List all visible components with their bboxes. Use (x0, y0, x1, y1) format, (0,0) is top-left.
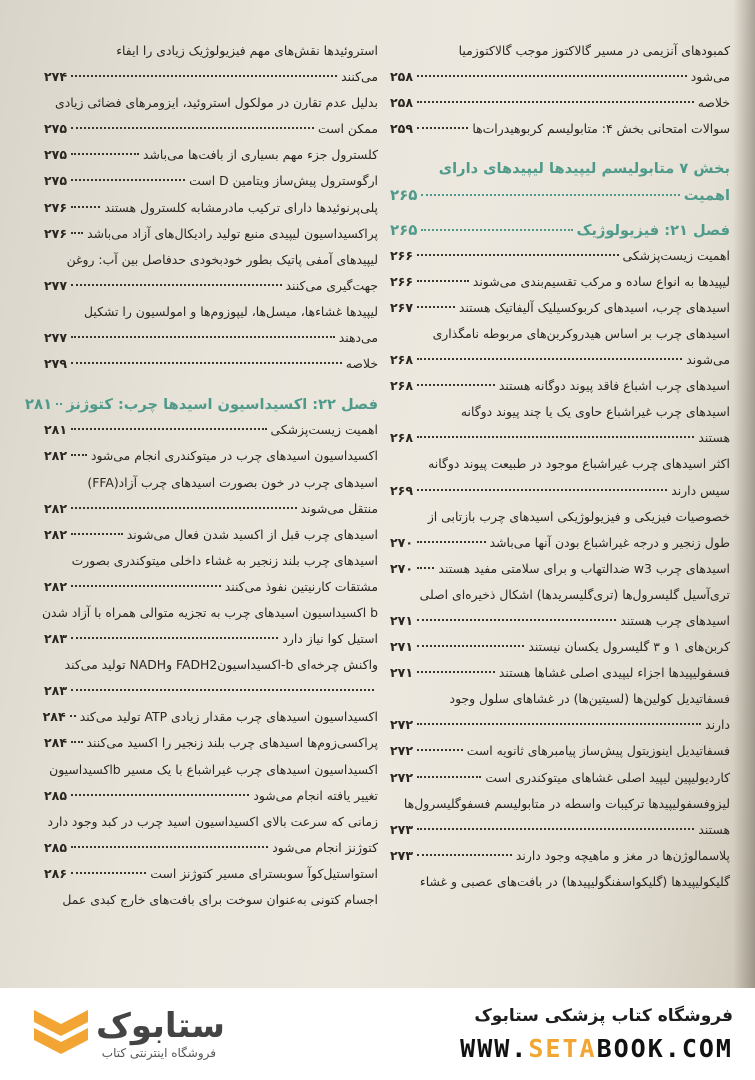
toc-entry (390, 791, 730, 817)
page-number: ۲۸۱ (44, 422, 68, 438)
entry-title: اجسام کتونی به‌عنوان سوخت برای بافت‌های خارج کبدی عمل (62, 892, 378, 907)
page-number: ۲۷۷ (44, 277, 68, 293)
toc-entry (44, 704, 378, 730)
page-number: ۲۶۵ (390, 186, 418, 205)
toc-entry (390, 90, 730, 116)
toc-entry (44, 325, 378, 351)
dot-leader (417, 619, 616, 621)
page-number: ۲۶۶ (390, 247, 414, 263)
entry-title: اکسیداسیون اسیدهای چرب مقدار زیادی ATP تولید می‌کند (79, 709, 378, 725)
dot-leader (70, 715, 76, 717)
page-number: ۲۷۶ (44, 199, 68, 215)
toc-entry (44, 757, 378, 783)
toc-entry (390, 295, 730, 321)
toc-entry (390, 582, 730, 608)
page-number: ۲۷۰ (390, 560, 414, 576)
page-number: ۲۸۲ (44, 448, 68, 464)
dot-leader (417, 254, 618, 256)
toc-entry (390, 556, 730, 582)
toc-entry (390, 451, 730, 477)
dot-leader (71, 362, 342, 364)
entry-title: تری‌آسیل گلیسرول‌ها (تری‌گلیسریدها) اشکال ذخیره‌ای اصلی (419, 586, 730, 602)
page-number: ۲۵۸ (390, 95, 414, 111)
dot-leader (71, 127, 314, 129)
dot-leader (71, 741, 82, 743)
page-number: ۲۷۴ (44, 69, 68, 85)
toc-entry (390, 608, 730, 634)
dot-leader (71, 507, 297, 509)
page-number: ۲۷۳ (390, 821, 414, 837)
toc-entry (390, 504, 730, 530)
dot-leader (71, 637, 278, 639)
page-number: ۲۶۸ (390, 352, 414, 368)
toc-entry (44, 221, 378, 247)
dot-leader (417, 541, 486, 543)
entry-title: طول زنجیر و درجه غیراشباع بودن آنها می‌باشد (489, 534, 730, 550)
section-title: فصل ۲۱: فیزیولوژیک (576, 221, 730, 239)
toc-entry (390, 530, 730, 556)
entry-title: اسیدهای چرب بلند زنجیر به غشاء داخلی میتوکندری بصورت (71, 552, 378, 568)
entry-title: زمانی که سرعت بالای اکسیداسیون اسید چرب در کبد وجود دارد (47, 813, 378, 829)
entry-title: منتقل می‌شوند (300, 500, 378, 516)
dot-leader (71, 454, 87, 456)
toc-entry (390, 38, 730, 64)
toc-entry (390, 243, 730, 269)
entry-title: استواستیل‌کوآ سوبسترای مسیر کتوژنز است (150, 865, 378, 881)
toc-entry (44, 470, 378, 496)
store-footer (0, 988, 755, 1080)
page-number: ۲۶۸ (390, 378, 414, 394)
entry-title: فسفولیپیدها اجزاء لیپیدی اصلی غشاها هستند (498, 665, 730, 681)
entry-title: b اکسیداسیون اسیدهای چرب به تجزیه متوالی همراه با آزاد شدن (41, 604, 378, 620)
dot-leader (71, 179, 185, 181)
entry-title: خصوصیات فیزیکی و فیزیولوژیکی اسیدهای چرب بازتابی از (427, 508, 730, 524)
page-number: ۲۵۹ (390, 121, 414, 137)
dot-leader (421, 194, 679, 196)
page-number: ۲۷۱ (390, 639, 414, 655)
section-title: اهمیت (683, 187, 730, 205)
toc-entry (390, 478, 730, 504)
dot-leader (417, 75, 687, 77)
toc-column-left (24, 38, 378, 913)
toc-entry (390, 843, 730, 869)
page-number: ۲۸۳ (44, 683, 68, 699)
page-number: ۲۸۳ (44, 631, 68, 647)
toc-entry (44, 64, 378, 90)
logo-chevron-icon (30, 1002, 92, 1062)
page-number: ۲۸۲ (44, 578, 68, 594)
entry-title: کربن‌های ۱ و ۳ گلیسرول یکسان نیستند (528, 639, 730, 655)
toc-entry (44, 574, 378, 600)
entry-title: می‌شوند (686, 352, 730, 368)
toc-entry (390, 321, 730, 347)
entry-title: اسیدهای چرب غیراشباع حاوی یک یا چند پیوند دوگانه (460, 404, 730, 420)
entry-title: اسیدهای چرب اشباع فاقد پیوند دوگانه هستند (498, 378, 730, 394)
page-number: ۲۸۶ (44, 865, 68, 881)
toc-entry (390, 425, 730, 451)
dot-leader (417, 749, 463, 751)
dot-leader (417, 723, 701, 725)
page-number: ۲۷۶ (44, 225, 68, 241)
page-number: ۲۸۵ (44, 839, 68, 855)
page-number: ۲۷۵ (44, 121, 68, 137)
toc-entry (44, 38, 378, 64)
toc-entry (390, 869, 730, 895)
store-url[interactable]: WWW.SETABOOK.COM (460, 1034, 733, 1063)
dot-leader (417, 384, 495, 386)
logo-wordmark: ستابوک (96, 1006, 225, 1046)
dot-leader (417, 828, 694, 830)
toc-entry (44, 678, 378, 704)
dot-leader (56, 403, 62, 405)
entry-title: می‌کنند (341, 69, 378, 85)
page-number: ۲۷۲ (390, 717, 414, 733)
section-heading (390, 156, 730, 182)
entry-title: اهمیت زیست‌پزشکی (270, 422, 378, 438)
entry-title: جهت‌گیری می‌کنند (285, 277, 378, 293)
section-heading (390, 182, 730, 208)
toc-entry (390, 738, 730, 764)
entry-title: اکثر اسیدهای چرب غیراشباع موجود در طبیعت پیوند دوگانه (428, 456, 730, 472)
entry-title: پراکسی‌زوم‌ها اسیدهای چرب بلند زنجیر را اکسید می‌کنند (86, 735, 378, 751)
entry-title: پلاسمالوژن‌ها در مغز و ماهیچه وجود دارند (515, 847, 730, 863)
entry-title: کتوژنز انجام می‌شود (272, 839, 378, 855)
toc-entry (390, 634, 730, 660)
page-number: ۲۸۴ (44, 735, 68, 751)
entry-title: خلاصه (697, 95, 730, 111)
entry-title: هستند (698, 430, 730, 446)
entry-title: اکسیداسیون اسیدهای چرب در میتوکندری انجام می‌شود (90, 448, 378, 464)
entry-title: می‌شود (690, 69, 730, 85)
toc-entry (390, 660, 730, 686)
dot-leader (417, 671, 495, 673)
entry-title: هستند (698, 821, 730, 837)
entry-title: کمبودهای آنزیمی در مسیر گالاکتوز موجب گالاکتوزمیا (458, 43, 730, 58)
dot-leader (71, 153, 139, 155)
dot-leader (417, 645, 524, 647)
page-number: ۲۷۹ (44, 356, 68, 372)
entry-title: لیزوفسفولیپیدها ترکیبات واسطه در متابولیسم فسفوگلیسرول‌ها (403, 795, 730, 811)
toc-entry (44, 809, 378, 835)
toc-entry (44, 835, 378, 861)
toc-entry (44, 351, 378, 377)
dot-leader (71, 232, 83, 234)
page-number: ۲۵۸ (390, 69, 414, 85)
entry-title: گلیکولیپیدها (گلیکواسفنگولیپیدها) در بافت‌های عصبی و غشاء (419, 873, 730, 889)
page-number: ۲۷۲ (390, 743, 414, 759)
dot-leader (71, 75, 337, 77)
toc-entry (44, 887, 378, 913)
page-number: ۲۸۵ (44, 787, 68, 803)
page-number: ۲۸۴ (42, 709, 66, 725)
toc-entry (390, 399, 730, 425)
toc-entry (390, 269, 730, 295)
dot-leader (417, 127, 468, 129)
section-title: فصل ۲۲: اکسیداسیون اسیدها چرب: کتوژنز (66, 396, 378, 414)
entry-title: اسیدهای چرب در خون بصورت اسیدهای چرب آزاد(FFA) (87, 474, 378, 490)
toc-entry (44, 168, 378, 194)
toc-entry (44, 417, 378, 443)
page-number: ۲۷۵ (44, 147, 68, 163)
entry-title: لیپیدهای آمفی پاتیک بطور خودبخودی حدفاصل بین آب: روغن (66, 251, 378, 267)
dot-leader (417, 854, 512, 856)
dot-leader (71, 533, 123, 535)
page-number: ۲۷۲ (390, 769, 414, 785)
entry-title: استیل کوا نیاز دارد (282, 631, 378, 647)
toc-entry (44, 116, 378, 142)
toc-entry (44, 783, 378, 809)
entry-title: اسیدهای چرب w3 ضدالتهاب و برای سلامتی مفید هستند (438, 560, 730, 576)
toc-entry (44, 299, 378, 325)
toc-entry (390, 765, 730, 791)
toc-entry (44, 142, 378, 168)
entry-title: ارگوسترول پیش‌ساز ویتامین D است (189, 173, 378, 189)
dot-leader (417, 101, 694, 103)
toc-entry (44, 652, 378, 678)
entry-title: دارند (705, 717, 730, 733)
dot-leader (417, 280, 469, 282)
entry-title: لیپیدها به انواع ساده و مرکب تقسیم‌بندی می‌شوند (472, 273, 730, 289)
toc-entry (44, 548, 378, 574)
dot-leader (417, 776, 481, 778)
page-number: ۲۷۱ (390, 665, 414, 681)
entry-title: مشتقات کارنیتین نفوذ می‌کنند (224, 578, 378, 594)
entry-title: خلاصه (345, 356, 378, 372)
entry-title: بدلیل عدم تقارن در مولکول استروئید، ایزومرهای فضائی زیادی (55, 95, 378, 111)
logo-subtitle: فروشگاه اینترنتی کتاب (101, 1046, 216, 1060)
section-heading (390, 217, 730, 243)
entry-title: لیپیدها غشاءها، میسل‌ها، لیپوزوم‌ها و امولسیون را تشکیل (84, 303, 378, 319)
toc-entry (44, 861, 378, 887)
entry-title: اسیدهای چرب بر اساس هیدروکربن‌های مربوطه نامگذاری (432, 325, 730, 341)
entry-title: فسفاتیدیل اینوزیتول پیش‌ساز پیامبرهای ثانویه است (466, 743, 730, 759)
toc-entry (44, 496, 378, 522)
dot-leader (71, 206, 100, 208)
dot-leader (417, 567, 434, 569)
dot-leader (71, 284, 281, 286)
dot-leader (417, 306, 455, 308)
toc-entry (44, 626, 378, 652)
entry-title: اسیدهای چرب هستند (620, 612, 730, 628)
entry-title: کاردیولیپین لیپید اصلی غشاهای میتوکندری است (485, 769, 730, 785)
dot-leader (71, 846, 268, 848)
toc-entry (44, 195, 378, 221)
page-number: ۲۶۹ (390, 482, 414, 498)
store-name: فروشگاه کتاب پزشکی ستابوک (474, 1006, 733, 1026)
toc-entry (390, 64, 730, 90)
page-number: ۲۸۲ (44, 526, 68, 542)
page-number: ۲۷۳ (390, 847, 414, 863)
setabook-logo (30, 1002, 270, 1068)
toc-entry (390, 373, 730, 399)
dot-leader (71, 585, 221, 587)
toc-entry (390, 686, 730, 712)
toc-entry (390, 116, 730, 142)
entry-title: اهمیت زیست‌پزشکی (622, 247, 730, 263)
toc-entry (390, 712, 730, 738)
toc-column-right (390, 38, 730, 895)
dot-leader (71, 336, 335, 338)
entry-title: اسیدهای چرب، اسیدهای کربوکسیلیک آلیفاتیک هستند (458, 299, 730, 315)
dot-leader (71, 689, 374, 691)
page-number: ۲۶۷ (390, 299, 414, 315)
entry-title: سوالات امتحانی بخش ۴: متابولیسم کربوهیدرات‌ها (472, 121, 730, 137)
dot-leader (417, 436, 694, 438)
dot-leader (71, 872, 146, 874)
dot-leader (71, 794, 249, 796)
entry-title: کلسترول جزء مهم بسیاری از بافت‌ها می‌باشد (143, 147, 378, 163)
page-number: ۲۷۰ (390, 534, 414, 550)
toc-entry (44, 247, 378, 273)
page-number: ۲۸۱ (24, 395, 53, 414)
entry-title: اکسیداسیون اسیدهای چرب غیراشباع با یک مسیر bاکسیداسیون (49, 761, 378, 777)
toc-entry (44, 443, 378, 469)
toc-entry (44, 730, 378, 756)
entry-title: فسفاتیدیل کولین‌ها (لسیتین‌ها) در غشاهای سلول وجود (449, 691, 730, 707)
toc-entry (44, 273, 378, 299)
toc-entry (390, 347, 730, 373)
page-number: ۲۷۷ (44, 330, 68, 346)
page-number: ۲۷۵ (44, 173, 68, 189)
page-number: ۲۷۱ (390, 612, 414, 628)
dot-leader (417, 358, 682, 360)
entry-title: ممکن است (317, 121, 378, 137)
page-number: ۲۸۲ (44, 500, 68, 516)
entry-title: اسیدهای چرب قبل از اکسید شدن فعال می‌شوند (126, 526, 378, 542)
entry-title: سیس دارند (671, 482, 730, 498)
section-heading (24, 391, 378, 417)
dot-leader (71, 428, 266, 430)
toc-entry (44, 522, 378, 548)
page-number: ۲۶۸ (390, 430, 414, 446)
entry-title: تغییر یافته انجام می‌شود (253, 787, 378, 803)
section-title: بخش ۷ متابولیسم لیپیدها لیپیدهای دارای (438, 160, 730, 178)
toc-entry (44, 90, 378, 116)
dot-leader (421, 229, 572, 231)
entry-title: استروئیدها نقش‌های مهم فیزیولوژیک زیادی را ایفاء (116, 43, 378, 58)
toc-entry (390, 817, 730, 843)
entry-title: پراکسیداسیون لیپیدی منبع تولید رادیکال‌های آزاد می‌باشد (87, 225, 378, 241)
page-number: ۲۶۵ (390, 220, 418, 239)
toc-entry (41, 600, 378, 626)
page-number: ۲۶۶ (390, 273, 414, 289)
entry-title: پلی‌پرنوئیدها دارای ترکیب مادرمشابه کلسترول هستند (104, 199, 378, 215)
dot-leader (417, 489, 667, 491)
entry-title: واکنش چرخه‌ای b-اکسیداسیونFADH2 وNADH تولید می‌کند (64, 657, 378, 673)
entry-title: می‌دهند (338, 330, 378, 346)
